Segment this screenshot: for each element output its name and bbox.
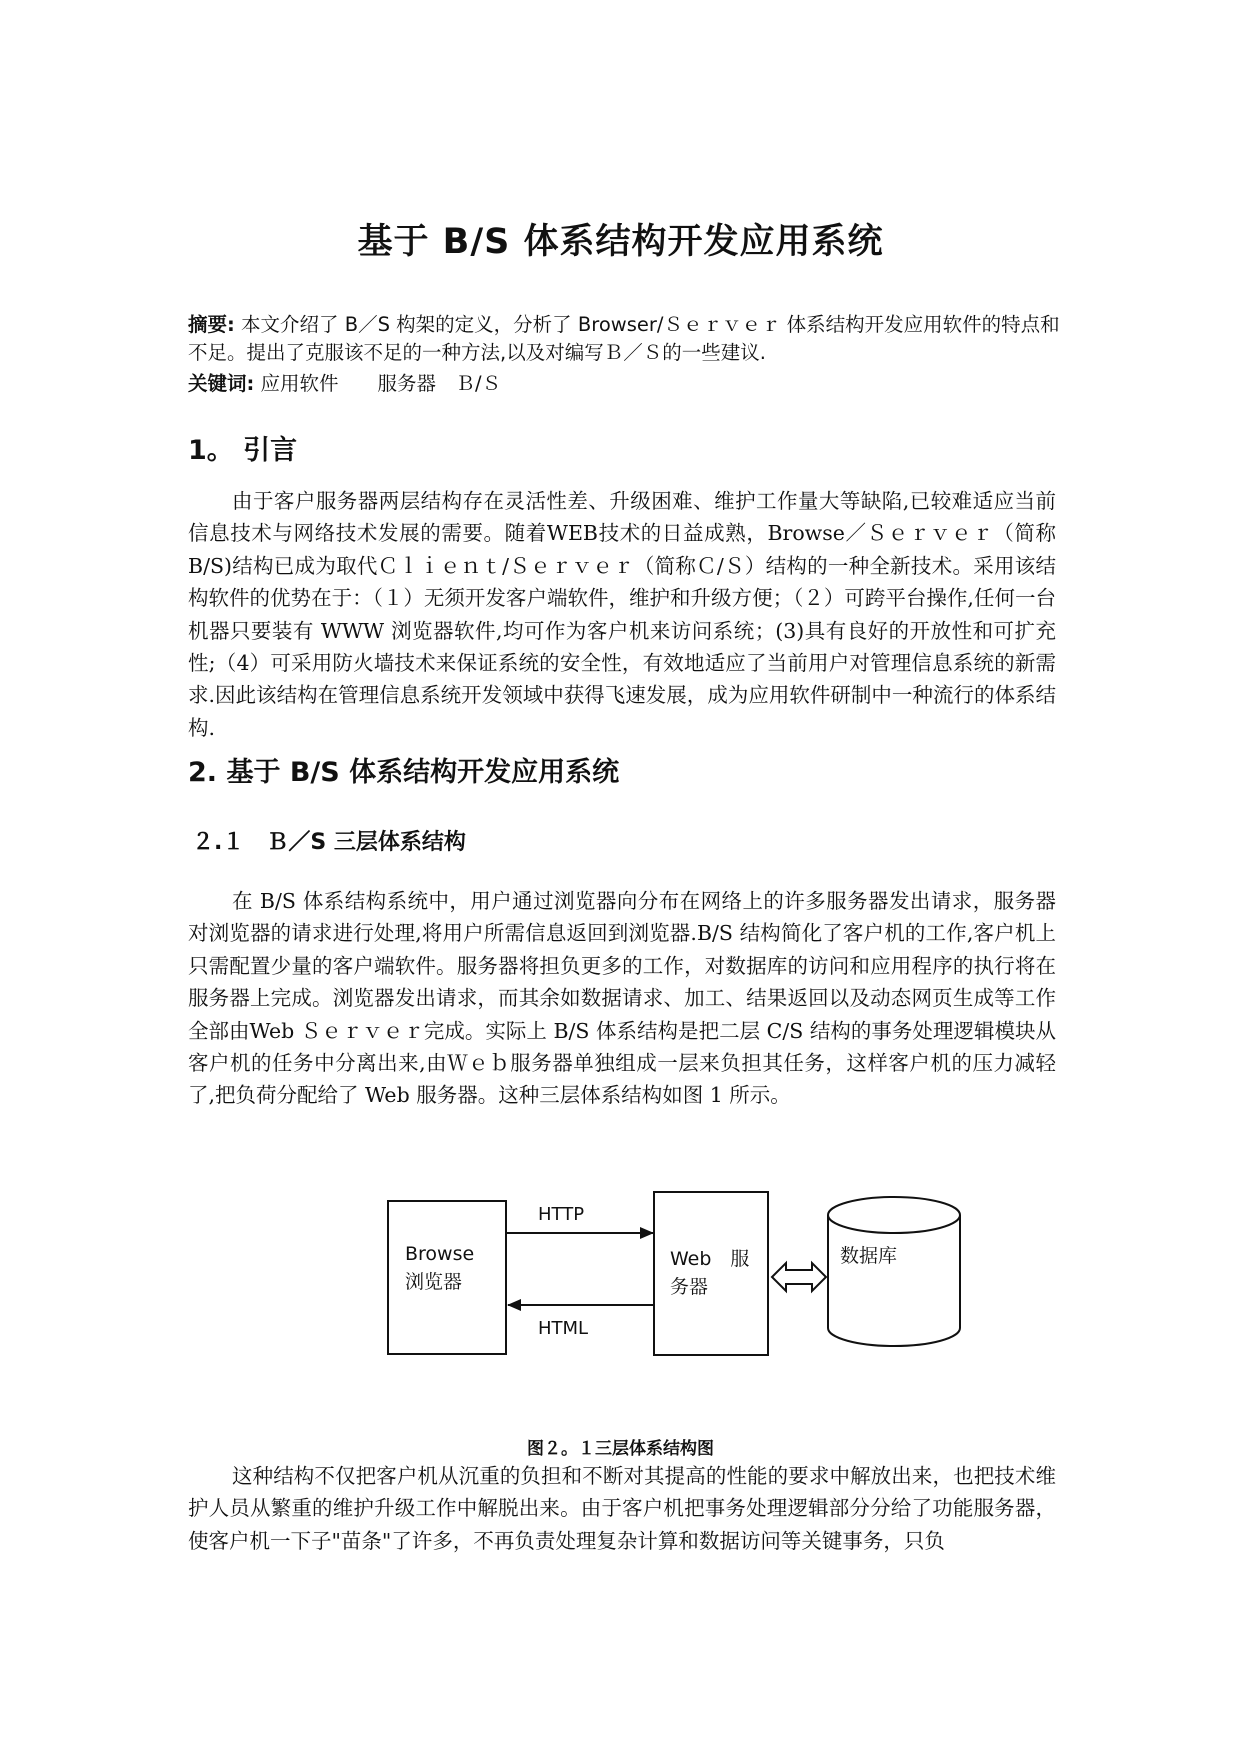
keywords [188, 370, 1068, 398]
server-label-line1: Web 服 [670, 1248, 750, 1270]
double-arrow-icon [772, 1263, 826, 1291]
server-label-line2: 务器 [670, 1276, 709, 1298]
browser-label-line1: Browse [405, 1243, 475, 1265]
section-1-heading: 1。 引言 [188, 435, 298, 466]
closing-paragraph: 这种结构不仅把客户机从沉重的负担和不断对其提高的性能的要求中解放出来，也把技术维护人员从繁重的维护升级工作中解脱出来。由于客户机把事务处理逻辑部分分给了功能服务器，使客户机一下子"苗条"了许多，不再负责处理复杂计算和数据访问等关键事务，只负 [188, 1464, 1056, 1553]
browser-label-line2: 浏览器 [405, 1271, 463, 1293]
web-server-box [654, 1192, 768, 1355]
html-label: HTML [538, 1318, 589, 1339]
figure-caption: 图２。１三层体系结构图 [527, 1439, 714, 1459]
database-label: 数据库 [840, 1245, 898, 1267]
http-label: HTTP [538, 1204, 585, 1225]
section-2-1-heading: ２.１ Ｂ／S 三层体系结构 [192, 830, 466, 855]
abstract-label: 摘要: [188, 313, 235, 336]
keywords-label: 关键词: [188, 372, 255, 395]
abstract-text: 本文介绍了 B／S 构架的定义，分析了 Browser/Ｓｅｒｖｅｒ 体系结构开发应用软件的特点和不足。提出了克服该不足的一种方法,以及对编写Ｂ／Ｓ的一些建议. [188, 313, 1060, 364]
keywords-text: 应用软件 服务器 Ｂ/Ｓ [254, 372, 502, 395]
paper-title: 基于 B/S 体系结构开发应用系统 [357, 222, 884, 262]
abstract [188, 311, 1068, 367]
section-1-paragraph: 由于客户服务器两层结构存在灵活性差、升级困难、维护工作量大等缺陷,已较难适应当前信息技术与网络技术发展的需要。随着WEB技术的日益成熟，Browse／Ｓｅｒｖｅｒ（简称 B/S)结构已成为取代Ｃｌｉｅｎｔ/Ｓｅｒｖｅｒ（简称Ｃ/Ｓ）结构的一种全新技术。采用该结构软件的优势在于：（１）无须开发客户端软件，维护和升级方便；（２）可跨平台操作,任何一台机器只要装有 WWW 浏览器软件,均可作为客户机来访问系统；(3)具有良好的开放性和可扩充性;（4）可采用防火墙技术来保证系统的安全性，有效地适应了当前用户对管理信息系统的新需求.因此该结构在管理信息系统开发领域中获得飞速发展，成为应用软件研制中一种流行的体系结构. [188, 489, 1056, 740]
section-2-1-paragraph: 在 B/S 体系结构系统中，用户通过浏览器向分布在网络上的许多服务器发出请求，服务器对浏览器的请求进行处理,将用户所需信息返回到浏览器.B/S 结构简化了客户机的工作,客户机上只需配置少量的客户端软件。服务器将担负更多的工作，对数据库的访问和应用程序的执行将在服务器上完成。浏览器发出请求，而其余如数据请求、加工、结果返回以及动态网页生成等工作全部由Web Ｓｅｒｖｅｒ完成。实际上 B/S 体系结构是把二层 C/S 结构的事务处理逻辑模块从客户机的任务中分离出来,由Ｗｅｂ服务器单独组成一层来负担其任务，这样客户机的压力减轻了,把负荷分配给了 Web 服务器。这种三层体系结构如图 1 所示。 [188, 889, 1056, 1108]
database-cylinder-top [828, 1197, 960, 1233]
section-2-heading: 2. 基于 B/S 体系结构开发应用系统 [188, 757, 620, 788]
three-tier-diagram [380, 1190, 980, 1370]
database-cylinder-body [828, 1215, 960, 1346]
